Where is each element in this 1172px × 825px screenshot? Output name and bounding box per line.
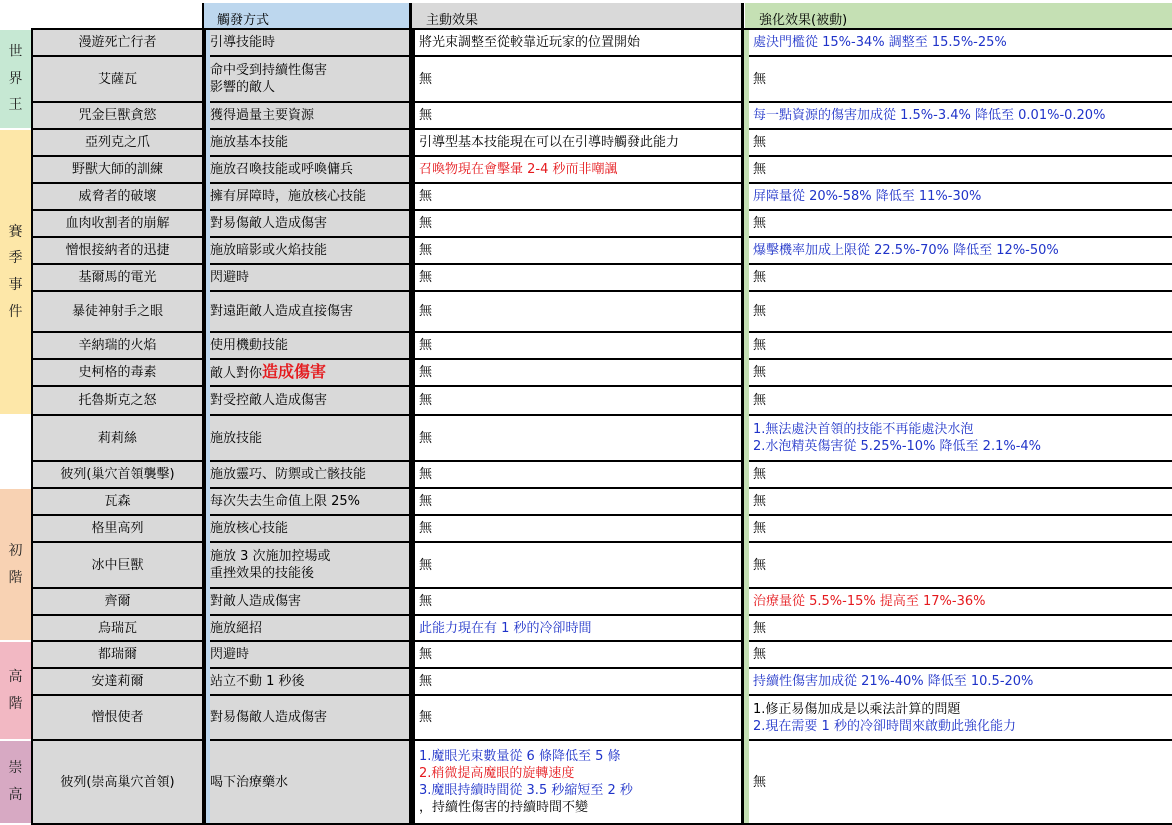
trigger-cell [202, 669, 412, 694]
passive-effect-cell [742, 462, 1172, 487]
cell-text-line: 無 [419, 557, 433, 573]
active-effect-cell [412, 130, 742, 155]
cell-text-line: 無 [419, 365, 433, 380]
cell-text-line: 無 [419, 189, 433, 204]
active-effect-cell [412, 211, 742, 236]
passive-effect-cell [742, 387, 1172, 414]
category-char: 事 [8, 277, 23, 293]
active-effect-cell [412, 741, 742, 823]
cell-text-line: 施放 3 次施加控場或 [210, 549, 331, 564]
cell-text-line: 無 [753, 304, 767, 319]
category-char: 高 [8, 668, 23, 685]
boss-name: 托魯斯克之怒 [78, 393, 157, 408]
trigger-cell [202, 360, 412, 385]
cell-text-line: 無 [419, 710, 433, 725]
cell-text-line: 1.魔眼光束數量從 6 條降低至 5 條 [419, 749, 621, 764]
trigger-cell [202, 57, 412, 101]
cell-text-line: 閃避時 [210, 647, 250, 662]
cell-text-line: 無 [419, 494, 433, 509]
boss-name: 莉莉絲 [97, 430, 137, 446]
active-effect-cell [412, 157, 742, 182]
boss-name-cell [31, 696, 202, 739]
cell-text-line: 無 [419, 467, 433, 482]
boss-name-cell [31, 57, 202, 101]
cell-text-line: 無 [419, 674, 433, 689]
category-char: 崇 [8, 760, 23, 777]
boss-name-cell [31, 489, 202, 514]
trigger-cell [202, 130, 412, 155]
passive-effect-cell [742, 741, 1172, 823]
category-starter [0, 489, 31, 640]
cell-text-line: 無 [419, 270, 433, 285]
active-effect-cell [412, 516, 742, 541]
cell-text-line: 擁有屏障時，施放核心技能 [210, 189, 367, 204]
passive-effect-cell [742, 642, 1172, 667]
cell-text-line: 治療量從 5.5%-15% 提高至 17%-36% [753, 594, 986, 609]
trigger-cell [202, 489, 412, 514]
cell-text-line: 無 [419, 108, 433, 123]
boss-name: 烏瑞瓦 [97, 620, 137, 636]
boss-name-cell [31, 130, 202, 155]
trigger-accent-bar [206, 30, 210, 823]
cell-text-line: ，持續性傷害的持續時間不變 [419, 800, 589, 815]
cell-text-line: 3.魔眼持續時間從 3.5 秒縮短至 2 秒 [419, 783, 633, 798]
trigger-cell [202, 211, 412, 236]
category-char: 高 [8, 787, 23, 803]
trigger-cell [202, 642, 412, 667]
cell-text-line: 無 [419, 216, 433, 231]
passive-effect-cell [742, 589, 1172, 614]
cell-text-line: 無 [753, 620, 767, 636]
boss-name-cell [31, 333, 202, 358]
passive-effect-cell [742, 103, 1172, 128]
active-effect-cell [412, 30, 742, 55]
trigger-cell [202, 157, 412, 182]
trigger-cell [202, 30, 412, 55]
cell-text-line: 無 [753, 135, 767, 150]
cell-text-line: 無 [753, 521, 767, 536]
category-season-event [0, 130, 31, 414]
cell-text-line: 每次失去生命值上限 25% [210, 494, 361, 509]
cell-text-line: 無 [753, 774, 767, 790]
boss-name-cell [31, 292, 202, 331]
boss-name: 瓦森 [104, 494, 131, 509]
passive-effect-cell [742, 516, 1172, 541]
active-effect-cell [412, 265, 742, 290]
active-effect-cell [412, 387, 742, 414]
boss-name-cell [31, 265, 202, 290]
passive-effect-cell [742, 265, 1172, 290]
cell-text-line: 無 [419, 243, 433, 258]
cell-text-line: 施放技能 [210, 430, 263, 446]
trigger-cell [202, 543, 412, 587]
boss-name: 漫遊死亡行者 [78, 35, 157, 50]
passive-effect-cell [742, 489, 1172, 514]
passive-effect-cell [742, 360, 1172, 385]
trigger-cell [202, 616, 412, 640]
cell-text-line: 施放核心技能 [210, 521, 289, 536]
cell-text-line: 無 [419, 304, 433, 319]
trigger-cell [202, 184, 412, 209]
category-advanced [0, 642, 31, 739]
passive-effect-cell [742, 211, 1172, 236]
boss-name-cell [31, 543, 202, 587]
cell-text-line: 1.無法處決首領的技能不再能處決水泡 [753, 422, 974, 437]
cell-text-line: 站立不動 1 秒後 [210, 674, 305, 689]
cell-text-line: 持續性傷害加成從 21%-40% 降低至 10.5-20% [753, 674, 1034, 689]
header-passive-effect: 強化效果(被動) [745, 3, 1172, 29]
boss-name-cell [31, 589, 202, 614]
passive-effect-cell [742, 130, 1172, 155]
cell-text-line: 施放召喚技能或呼喚傭兵 [210, 162, 354, 177]
boss-name: 憎恨接納者的迅捷 [65, 243, 170, 258]
cell-text-line: 2.稍微提高魔眼的旋轉速度 [419, 766, 575, 781]
active-effect-cell [412, 543, 742, 587]
category-blank [0, 416, 31, 487]
cell-text-line: 施放基本技能 [210, 135, 289, 150]
cell-text-line: 命中受到持續性傷害 [210, 63, 328, 78]
passive-effect-cell [742, 543, 1172, 587]
passive-accent-bar [744, 30, 749, 823]
trigger-cell [202, 238, 412, 263]
passive-effect-cell [742, 238, 1172, 263]
active-effect-cell [412, 616, 742, 640]
cell-text-line: 無 [753, 647, 767, 662]
category-char: 初 [8, 542, 23, 559]
trigger-cell [202, 416, 412, 460]
boss-name-cell [31, 30, 202, 55]
category-ultimate [0, 741, 31, 823]
cell-text-line: 每一點資源的傷害加成從 1.5%-3.4% 降低至 0.01%-0.20% [753, 108, 1106, 123]
passive-effect-cell [742, 184, 1172, 209]
cell-text-line: 對易傷敵人造成傷害 [210, 216, 328, 231]
cell-text-line [210, 363, 326, 382]
trigger-cell [202, 292, 412, 331]
active-effect-cell [412, 696, 742, 739]
category-char: 階 [8, 569, 23, 586]
passive-effect-cell [742, 30, 1172, 55]
cell-text-line: 對受控敵人造成傷害 [210, 393, 328, 408]
boss-name: 暴徒神射手之眼 [71, 304, 163, 319]
trigger-emphasis: 造成傷害 [262, 362, 327, 381]
trigger-cell [202, 265, 412, 290]
boss-name: 彼列(崇高巢穴首領) [60, 774, 175, 790]
boss-name: 辛納瑞的火焰 [78, 338, 157, 353]
boss-name-cell [31, 616, 202, 640]
active-effect-cell [412, 292, 742, 331]
active-effect-cell [412, 184, 742, 209]
cell-text-line: 對敵人造成傷害 [210, 594, 302, 609]
passive-effect-cell [742, 669, 1172, 694]
cell-text-line: 無 [419, 594, 433, 609]
category-char: 世 [8, 44, 23, 61]
column-divider [202, 3, 204, 825]
trigger-cell [202, 696, 412, 739]
cell-text-line: 無 [753, 71, 767, 87]
boss-name-cell [31, 387, 202, 414]
cell-text-line: 無 [753, 557, 767, 573]
boss-name-cell [31, 103, 202, 128]
cell-text-line: 無 [753, 338, 767, 353]
cell-text-line: 喝下治療藥水 [210, 774, 289, 790]
boss-name: 安達莉爾 [91, 674, 144, 689]
cell-text-line: 獲得過量主要資源 [210, 108, 315, 123]
cell-text-line: 無 [419, 647, 433, 662]
cell-text-line: 1.修正易傷加成是以乘法計算的問題 [753, 701, 961, 717]
cell-text-line: 屏障量從 20%-58% 降低至 11%-30% [753, 189, 982, 204]
active-effect-cell [412, 669, 742, 694]
trigger-cell [202, 516, 412, 541]
cell-text-line: 無 [419, 521, 433, 536]
boss-name: 憎恨使者 [91, 710, 144, 725]
column-divider [409, 3, 412, 825]
active-effect-cell [412, 642, 742, 667]
boss-name-cell [31, 238, 202, 263]
boss-name: 彼列(巢穴首領襲擊) [60, 467, 175, 482]
boss-name: 冰中巨獸 [91, 557, 144, 573]
boss-name-cell [31, 516, 202, 541]
category-char: 階 [8, 695, 23, 712]
trigger-cell [202, 103, 412, 128]
cell-text-line: 重挫效果的技能後 [210, 566, 315, 581]
cell-text-line: 此能力現在有 1 秒的冷卻時間 [419, 620, 592, 636]
cell-text-line: 無 [753, 467, 767, 482]
active-effect-cell [412, 489, 742, 514]
active-effect-cell [412, 238, 742, 263]
cell-text-line: 對遠距敵人造成直接傷害 [210, 304, 354, 319]
boss-name-cell [31, 184, 202, 209]
trigger-cell [202, 462, 412, 487]
boss-name-cell [31, 669, 202, 694]
cell-text-line: 無 [419, 430, 433, 446]
cell-text-line: 爆擊機率加成上限從 22.5%-70% 降低至 12%-50% [753, 243, 1059, 258]
cell-text-line: 將光束調整至從較靠近玩家的位置開始 [419, 35, 641, 50]
header-trigger: 觸發方式 [203, 3, 409, 29]
trigger-prefix: 敵人對你 [210, 366, 263, 381]
cell-text-line: 召喚物現在會擊暈 2-4 秒而非嘲諷 [419, 162, 618, 177]
category-world-boss [0, 30, 31, 128]
cell-text-line: 影響的敵人 [210, 80, 276, 95]
boss-name-cell [31, 642, 202, 667]
cell-text-line: 處決門檻從 15%-34% 調整至 15.5%-25% [753, 35, 1007, 50]
cell-text-line: 施放絕招 [210, 620, 263, 636]
active-effect-cell [412, 416, 742, 460]
passive-effect-cell [742, 416, 1172, 460]
cell-text-line: 無 [753, 494, 767, 509]
active-effect-cell [412, 360, 742, 385]
cell-text-line: 施放暗影或火焰技能 [210, 243, 328, 258]
trigger-cell [202, 589, 412, 614]
trigger-cell [202, 741, 412, 823]
active-effect-cell [412, 57, 742, 101]
boss-name: 格里高列 [91, 521, 144, 536]
boss-name: 基爾馬的電光 [78, 270, 157, 285]
passive-effect-cell [742, 696, 1172, 739]
passive-effect-cell [742, 57, 1172, 101]
active-effect-cell [412, 103, 742, 128]
cell-text-line: 2.水泡精英傷害從 5.25%-10% 降低至 2.1%-4% [753, 439, 1042, 454]
cell-text-line: 無 [753, 162, 767, 177]
boss-name: 血肉收割者的崩解 [65, 216, 170, 231]
trigger-cell [202, 333, 412, 358]
category-char: 件 [8, 303, 23, 320]
boss-name: 野獸大師的訓練 [71, 162, 163, 177]
cell-text-line: 無 [753, 216, 767, 231]
passive-effect-cell [742, 157, 1172, 182]
boss-name: 咒金巨獸貪慾 [78, 108, 157, 123]
category-char: 季 [8, 250, 23, 267]
cell-text-line: 閃避時 [210, 270, 250, 285]
boss-name-cell [31, 360, 202, 385]
boss-name-cell [31, 462, 202, 487]
active-effect-cell [412, 333, 742, 358]
category-char: 賽 [8, 223, 23, 240]
passive-effect-cell [742, 292, 1172, 331]
boss-name: 史柯格的毒素 [78, 365, 157, 380]
active-effect-cell [412, 462, 742, 487]
boss-name-cell [31, 211, 202, 236]
boss-name: 艾薩瓦 [97, 71, 137, 87]
header-active-effect: 主動效果 [412, 3, 741, 29]
cell-text-line: 無 [753, 270, 767, 285]
passive-effect-cell [742, 616, 1172, 640]
cell-text-line: 無 [419, 338, 433, 353]
boss-name-cell [31, 157, 202, 182]
trigger-cell [202, 387, 412, 414]
boss-name: 亞列克之爪 [84, 135, 150, 150]
cell-text-line: 無 [419, 71, 433, 87]
boss-name: 威脅者的破壞 [78, 189, 157, 204]
boss-name: 都瑞爾 [97, 647, 137, 662]
cell-text-line: 2.現在需要 1 秒的冷卻時間來啟動此強化能力 [753, 718, 1016, 734]
passive-effect-cell [742, 333, 1172, 358]
cell-text-line: 施放靈巧、防禦或亡骸技能 [210, 467, 367, 482]
boss-name-cell [31, 741, 202, 823]
cell-text-line: 無 [753, 365, 767, 380]
boss-name: 齊爾 [104, 594, 131, 609]
cell-text-line: 對易傷敵人造成傷害 [210, 710, 328, 725]
active-effect-cell [412, 589, 742, 614]
category-char: 界 [8, 70, 23, 87]
cell-text-line: 使用機動技能 [210, 338, 289, 353]
boss-name-cell [31, 416, 202, 460]
cell-text-line: 無 [753, 393, 767, 408]
cell-text-line: 引導技能時 [210, 35, 276, 50]
cell-text-line: 引導型基本技能現在可以在引導時觸發此能力 [419, 135, 680, 150]
cell-text-line: 無 [419, 393, 433, 408]
category-char: 王 [8, 97, 23, 114]
